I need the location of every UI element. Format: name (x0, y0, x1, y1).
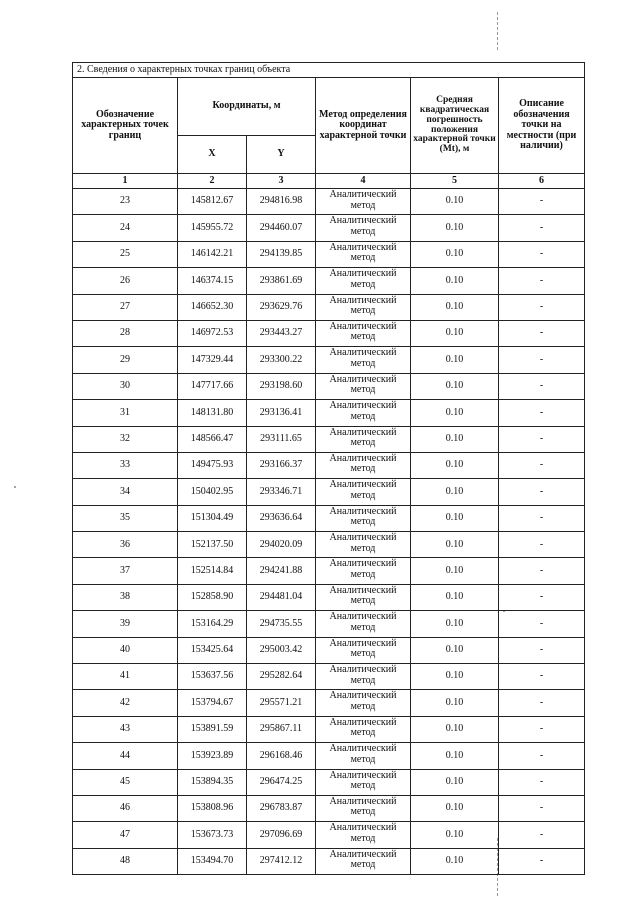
point-id-cell: 39 (73, 611, 178, 637)
y-coordinate-cell: 294241.88 (247, 558, 316, 584)
method-cell: Аналитический метод (316, 637, 411, 663)
mean-square-error-cell: 0.10 (411, 400, 499, 426)
description-cell: - (499, 215, 585, 241)
y-coordinate-cell: 295571.21 (247, 690, 316, 716)
mean-square-error-cell: 0.10 (411, 426, 499, 452)
y-coordinate-cell: 295282.64 (247, 664, 316, 690)
method-cell: Аналитический метод (316, 584, 411, 610)
column-number-2: 2 (178, 174, 247, 189)
y-coordinate-cell: 293629.76 (247, 294, 316, 320)
point-id-cell: 24 (73, 215, 178, 241)
method-cell: Аналитический метод (316, 452, 411, 478)
point-id-cell: 42 (73, 690, 178, 716)
point-id-cell: 43 (73, 716, 178, 742)
point-id-cell: 40 (73, 637, 178, 663)
y-coordinate-cell: 293443.27 (247, 320, 316, 346)
table-row (73, 505, 585, 531)
method-cell: Аналитический метод (316, 558, 411, 584)
y-coordinate-cell: 296474.25 (247, 769, 316, 795)
header-coordinates: Координаты, м (178, 78, 316, 136)
method-cell: Аналитический метод (316, 347, 411, 373)
method-cell: Аналитический метод (316, 690, 411, 716)
y-coordinate-cell: 293346.71 (247, 479, 316, 505)
description-cell: - (499, 189, 585, 215)
column-number-5: 5 (411, 174, 499, 189)
table-row (73, 452, 585, 478)
method-cell: Аналитический метод (316, 822, 411, 848)
y-coordinate-cell: 295003.42 (247, 637, 316, 663)
table-row (73, 690, 585, 716)
x-coordinate-cell: 151304.49 (178, 505, 247, 531)
table-row (73, 294, 585, 320)
method-cell: Аналитический метод (316, 716, 411, 742)
y-coordinate-cell: 293636.64 (247, 505, 316, 531)
description-cell: - (499, 795, 585, 821)
table-row (73, 848, 585, 874)
point-id-cell: 34 (73, 479, 178, 505)
scan-fold-line-top (497, 12, 498, 50)
mean-square-error-cell: 0.10 (411, 347, 499, 373)
mean-square-error-cell: 0.10 (411, 769, 499, 795)
method-cell: Аналитический метод (316, 268, 411, 294)
description-cell: - (499, 690, 585, 716)
table-row (73, 822, 585, 848)
header-y: Y (247, 136, 316, 174)
description-cell: - (499, 294, 585, 320)
mean-square-error-cell: 0.10 (411, 637, 499, 663)
description-cell: - (499, 479, 585, 505)
method-cell: Аналитический метод (316, 215, 411, 241)
x-coordinate-cell: 148566.47 (178, 426, 247, 452)
y-coordinate-cell: 294020.09 (247, 532, 316, 558)
mean-square-error-cell: 0.10 (411, 848, 499, 874)
x-coordinate-cell: 146142.21 (178, 241, 247, 267)
method-cell: Аналитический метод (316, 505, 411, 531)
header-mean-square-error: Средняя квадратическая погрешность положения характерной точки (Mt), м (411, 78, 499, 174)
x-coordinate-cell: 152514.84 (178, 558, 247, 584)
mean-square-error-cell: 0.10 (411, 611, 499, 637)
mean-square-error-cell: 0.10 (411, 743, 499, 769)
table-row (73, 584, 585, 610)
header-designation: Обозначение характерных точек границ (73, 78, 178, 174)
description-cell: - (499, 848, 585, 874)
description-cell: - (499, 822, 585, 848)
table-caption: 2. Сведения о характерных точках границ объекта (73, 63, 585, 78)
point-id-cell: 23 (73, 189, 178, 215)
mean-square-error-cell: 0.10 (411, 584, 499, 610)
x-coordinate-cell: 153425.64 (178, 637, 247, 663)
x-coordinate-cell: 149475.93 (178, 452, 247, 478)
column-number-1: 1 (73, 174, 178, 189)
table-row (73, 189, 585, 215)
y-coordinate-cell: 296783.87 (247, 795, 316, 821)
method-cell: Аналитический метод (316, 532, 411, 558)
table-row (73, 611, 585, 637)
point-id-cell: 41 (73, 664, 178, 690)
method-cell: Аналитический метод (316, 743, 411, 769)
x-coordinate-cell: 145955.72 (178, 215, 247, 241)
mean-square-error-cell: 0.10 (411, 215, 499, 241)
table-body (73, 189, 585, 875)
y-coordinate-cell: 296168.46 (247, 743, 316, 769)
header-method: Метод определения координат характерной точки (316, 78, 411, 174)
x-coordinate-cell: 153808.96 (178, 795, 247, 821)
method-cell: Аналитический метод (316, 479, 411, 505)
x-coordinate-cell: 153891.59 (178, 716, 247, 742)
point-id-cell: 48 (73, 848, 178, 874)
y-coordinate-cell: 294481.04 (247, 584, 316, 610)
x-coordinate-cell: 145812.67 (178, 189, 247, 215)
mean-square-error-cell: 0.10 (411, 558, 499, 584)
mean-square-error-cell: 0.10 (411, 452, 499, 478)
description-cell: - (499, 558, 585, 584)
x-coordinate-cell: 147329.44 (178, 347, 247, 373)
table-row (73, 716, 585, 742)
description-cell: - (499, 532, 585, 558)
mean-square-error-cell: 0.10 (411, 822, 499, 848)
x-coordinate-cell: 146972.53 (178, 320, 247, 346)
point-id-cell: 26 (73, 268, 178, 294)
table-row (73, 795, 585, 821)
x-coordinate-cell: 150402.95 (178, 479, 247, 505)
header-x: X (178, 136, 247, 174)
table-row (73, 400, 585, 426)
column-number-4: 4 (316, 174, 411, 189)
mean-square-error-cell: 0.10 (411, 294, 499, 320)
y-coordinate-cell: 293166.37 (247, 452, 316, 478)
table-row (73, 373, 585, 399)
point-id-cell: 37 (73, 558, 178, 584)
y-coordinate-cell: 294460.07 (247, 215, 316, 241)
y-coordinate-cell: 293111.65 (247, 426, 316, 452)
mean-square-error-cell: 0.10 (411, 505, 499, 531)
description-cell: - (499, 400, 585, 426)
point-id-cell: 46 (73, 795, 178, 821)
description-cell: - (499, 241, 585, 267)
scan-speck (14, 486, 16, 488)
description-cell: - (499, 769, 585, 795)
table-row (73, 347, 585, 373)
method-cell: Аналитический метод (316, 241, 411, 267)
point-id-cell: 47 (73, 822, 178, 848)
x-coordinate-cell: 146652.30 (178, 294, 247, 320)
description-cell: - (499, 505, 585, 531)
table-row (73, 637, 585, 663)
point-id-cell: 27 (73, 294, 178, 320)
y-coordinate-cell: 293136.41 (247, 400, 316, 426)
x-coordinate-cell: 153794.67 (178, 690, 247, 716)
method-cell: Аналитический метод (316, 426, 411, 452)
point-id-cell: 36 (73, 532, 178, 558)
method-cell: Аналитический метод (316, 769, 411, 795)
description-cell: - (499, 716, 585, 742)
y-coordinate-cell: 297412.12 (247, 848, 316, 874)
mean-square-error-cell: 0.10 (411, 189, 499, 215)
mean-square-error-cell: 0.10 (411, 479, 499, 505)
point-id-cell: 38 (73, 584, 178, 610)
x-coordinate-cell: 153923.89 (178, 743, 247, 769)
method-cell: Аналитический метод (316, 664, 411, 690)
mean-square-error-cell: 0.10 (411, 532, 499, 558)
method-cell: Аналитический метод (316, 373, 411, 399)
point-id-cell: 31 (73, 400, 178, 426)
table-row (73, 532, 585, 558)
mean-square-error-cell: 0.10 (411, 241, 499, 267)
table-row (73, 215, 585, 241)
method-cell: Аналитический метод (316, 320, 411, 346)
method-cell: Аналитический метод (316, 294, 411, 320)
column-number-6: 6 (499, 174, 585, 189)
description-cell: - (499, 637, 585, 663)
mean-square-error-cell: 0.10 (411, 795, 499, 821)
y-coordinate-cell: 294139.85 (247, 241, 316, 267)
table-row (73, 241, 585, 267)
table-row (73, 664, 585, 690)
description-cell: - (499, 743, 585, 769)
mean-square-error-cell: 0.10 (411, 373, 499, 399)
description-cell: - (499, 452, 585, 478)
point-id-cell: 35 (73, 505, 178, 531)
point-id-cell: 30 (73, 373, 178, 399)
header-description: Описание обозначения точки на местности (при наличии) (499, 78, 585, 174)
y-coordinate-cell: 293198.60 (247, 373, 316, 399)
method-cell: Аналитический метод (316, 848, 411, 874)
x-coordinate-cell: 148131.80 (178, 400, 247, 426)
x-coordinate-cell: 153637.56 (178, 664, 247, 690)
column-number-3: 3 (247, 174, 316, 189)
boundary-points-table (72, 62, 585, 875)
method-cell: Аналитический метод (316, 400, 411, 426)
table-row (73, 743, 585, 769)
mean-square-error-cell: 0.10 (411, 268, 499, 294)
point-id-cell: 33 (73, 452, 178, 478)
description-cell: - (499, 426, 585, 452)
description-cell: - (499, 320, 585, 346)
mean-square-error-cell: 0.10 (411, 716, 499, 742)
x-coordinate-cell: 146374.15 (178, 268, 247, 294)
description-cell: - (499, 347, 585, 373)
table-row (73, 558, 585, 584)
y-coordinate-cell: 294735.55 (247, 611, 316, 637)
point-id-cell: 25 (73, 241, 178, 267)
mean-square-error-cell: 0.10 (411, 690, 499, 716)
point-id-cell: 28 (73, 320, 178, 346)
x-coordinate-cell: 153673.73 (178, 822, 247, 848)
point-id-cell: 32 (73, 426, 178, 452)
point-id-cell: 44 (73, 743, 178, 769)
mean-square-error-cell: 0.10 (411, 320, 499, 346)
x-coordinate-cell: 153164.29 (178, 611, 247, 637)
y-coordinate-cell: 295867.11 (247, 716, 316, 742)
x-coordinate-cell: 152858.90 (178, 584, 247, 610)
y-coordinate-cell: 293861.69 (247, 268, 316, 294)
description-cell: - (499, 268, 585, 294)
table-row (73, 479, 585, 505)
description-cell: - (499, 664, 585, 690)
mean-square-error-cell: 0.10 (411, 664, 499, 690)
table-row (73, 268, 585, 294)
table-row (73, 769, 585, 795)
x-coordinate-cell: 153494.70 (178, 848, 247, 874)
table-row (73, 426, 585, 452)
description-cell: - (499, 584, 585, 610)
table-row (73, 320, 585, 346)
method-cell: Аналитический метод (316, 611, 411, 637)
y-coordinate-cell: 297096.69 (247, 822, 316, 848)
x-coordinate-cell: 147717.66 (178, 373, 247, 399)
method-cell: Аналитический метод (316, 795, 411, 821)
point-id-cell: 45 (73, 769, 178, 795)
point-id-cell: 29 (73, 347, 178, 373)
y-coordinate-cell: 293300.22 (247, 347, 316, 373)
description-cell: - (499, 373, 585, 399)
x-coordinate-cell: 152137.50 (178, 532, 247, 558)
x-coordinate-cell: 153894.35 (178, 769, 247, 795)
description-cell: - (499, 611, 585, 637)
y-coordinate-cell: 294816.98 (247, 189, 316, 215)
method-cell: Аналитический метод (316, 189, 411, 215)
